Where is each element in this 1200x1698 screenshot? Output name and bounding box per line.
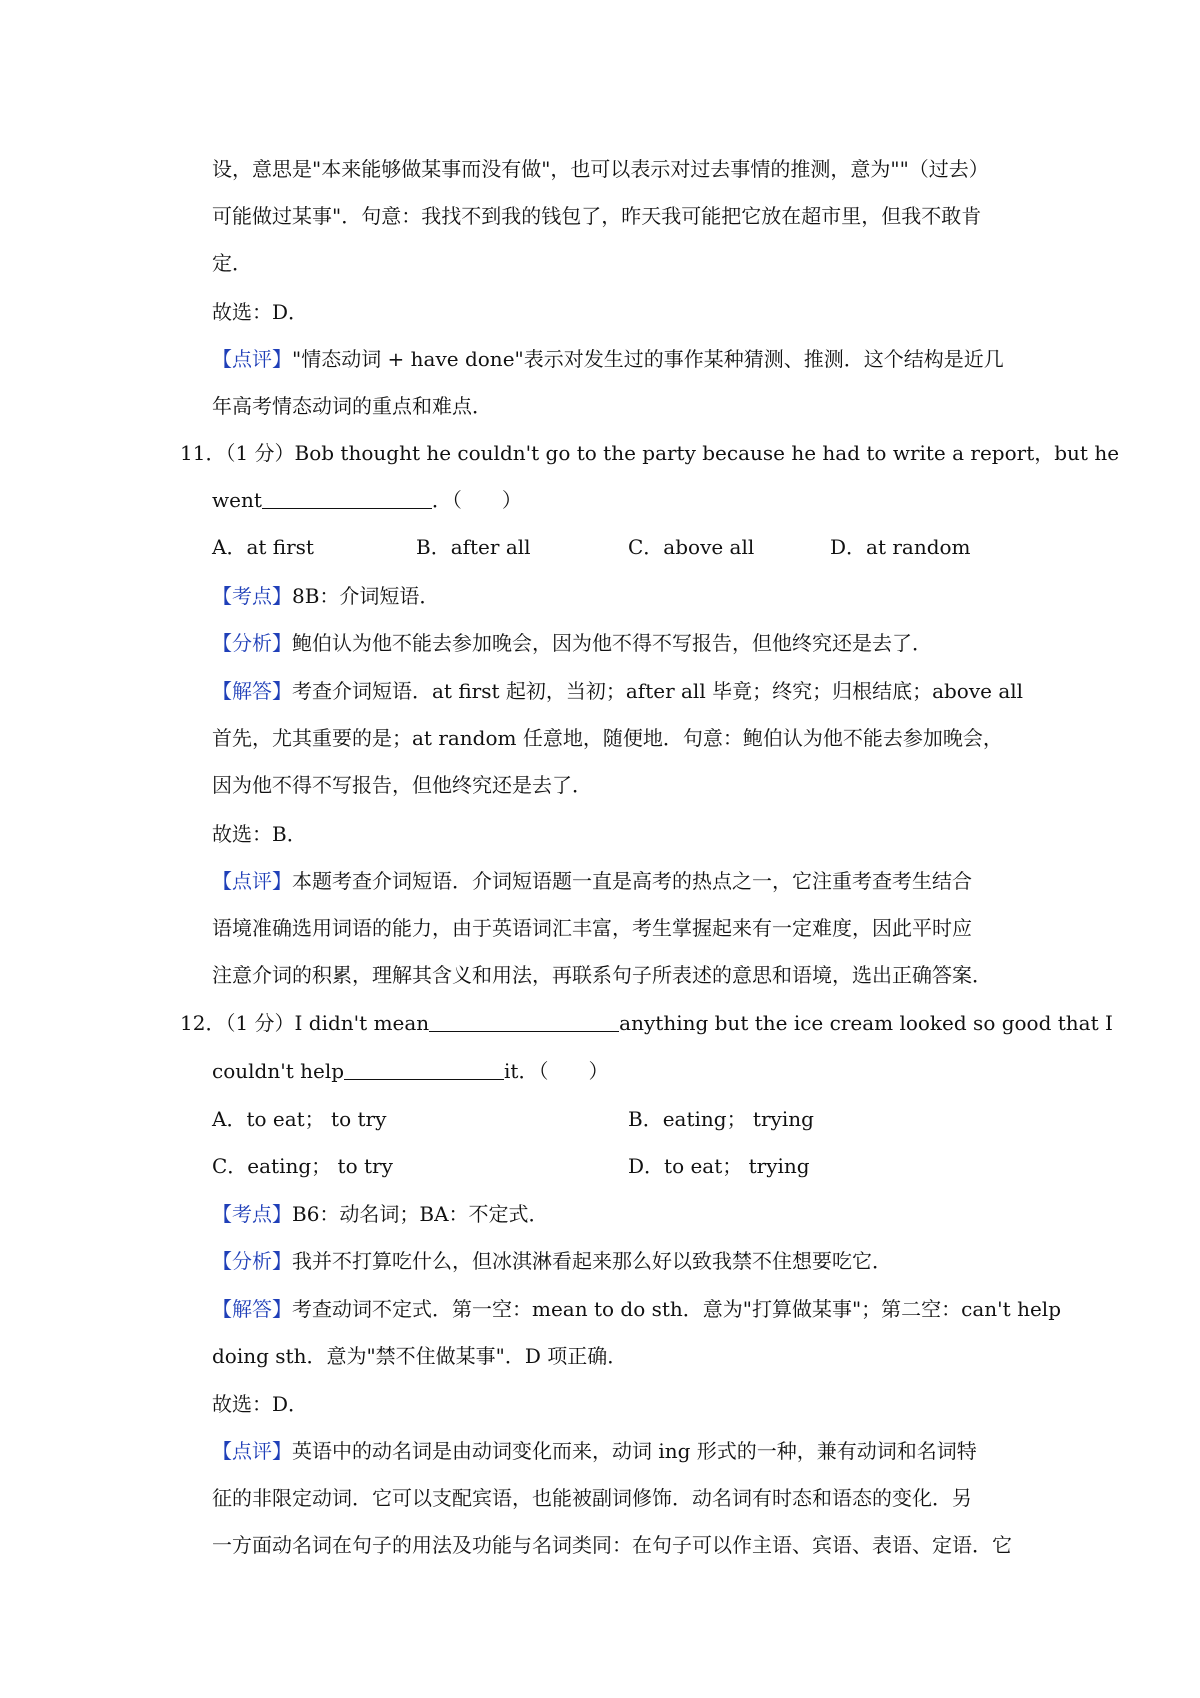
kaodian-text: B6：动名词；BA：不定式． <box>292 1202 549 1226</box>
answer-line: 故选：D． <box>212 300 309 324</box>
option-b: B．eating； trying <box>628 1107 814 1131</box>
jieda-line <box>212 676 1023 706</box>
kaodian-line <box>212 1199 549 1229</box>
comment-line: 语境准确选用词语的能力，由于英语词汇丰富，考生掌握起来有一定难度，因此平时应 <box>212 916 972 940</box>
answer-blank <box>429 1013 619 1032</box>
answer-blank <box>262 490 432 509</box>
question-11-stem-line2 <box>212 485 522 515</box>
fenxi-tag: 【分析】 <box>212 1249 292 1273</box>
option-a: A．to eat； to try <box>212 1107 387 1131</box>
answer-line: 故选：B． <box>212 822 307 846</box>
question-12-stem <box>180 1008 1113 1038</box>
comment-tag: 【点评】 <box>212 347 292 371</box>
fenxi-text: 鲍伯认为他不能去参加晚会，因为他不得不写报告，但他终究还是去了． <box>292 631 932 655</box>
question-stem-text: went <box>212 488 262 512</box>
comment-line: 年高考情态动词的重点和难点． <box>212 394 492 418</box>
answer-line: 故选：D． <box>212 1392 309 1416</box>
comment-line: 征的非限定动词．它可以支配宾语，也能被副词修饰．动名词有时态和语态的变化．另 <box>212 1486 972 1510</box>
option-d: D．to eat； trying <box>628 1154 810 1178</box>
comment-tag: 【点评】 <box>212 1439 292 1463</box>
comment-line: 一方面动名词在句子的用法及功能与名词类同：在句子可以作主语、宾语、表语、定语．它 <box>212 1533 1012 1557</box>
question-stem-text: ．（ ） <box>431 488 522 512</box>
question-11-stem <box>180 438 1120 468</box>
question-stem-text: couldn't help <box>212 1059 345 1083</box>
question-12-stem-line2 <box>212 1056 608 1086</box>
analysis-line: 设，意思是"本来能够做某事而没有做"，也可以表示对过去事情的推测，意为""（过去） <box>212 157 989 181</box>
comment-tag: 【点评】 <box>212 869 292 893</box>
jieda-tag: 【解答】 <box>212 679 292 703</box>
comment-line <box>212 1436 977 1466</box>
kaodian-line <box>212 581 439 611</box>
jieda-line <box>212 1294 1061 1324</box>
jieda-line: doing sth．意为"禁不住做某事"．D 项正确． <box>212 1344 628 1368</box>
jieda-line: 因为他不得不写报告，但他终究还是去了． <box>212 773 592 797</box>
kaodian-tag: 【考点】 <box>212 1202 292 1226</box>
fenxi-line <box>212 1246 892 1276</box>
comment-text: "情态动词 + have done"表示对发生过的事作某种猜测、推测．这个结构是近几 <box>292 347 1004 371</box>
fenxi-line <box>212 628 932 658</box>
option-d: D．at random <box>830 535 971 559</box>
comment-line: 注意介词的积累，理解其含义和用法，再联系句子所表述的意思和语境，选出正确答案． <box>212 963 992 987</box>
fenxi-tag: 【分析】 <box>212 631 292 655</box>
jieda-line: 首先，尤其重要的是；at random 任意地，随便地．句意：鲍伯认为他不能去参加晚会， <box>212 726 1003 750</box>
question-stem-text: anything but the ice cream looked so good that I <box>619 1011 1113 1035</box>
comment-text: 本题考查介词短语．介词短语题一直是高考的热点之一，它注重考查考生结合 <box>292 869 972 893</box>
jieda-text: 考查介词短语．at first 起初，当初；after all 毕竟；终究；归根结底；above all <box>292 679 1024 703</box>
fenxi-text: 我并不打算吃什么，但冰淇淋看起来那么好以致我禁不住想要吃它． <box>292 1249 892 1273</box>
analysis-line: 可能做过某事"．句意：我找不到我的钱包了，昨天我可能把它放在超市里，但我不敢肯 <box>212 204 982 228</box>
question-stem-text: 12．（1 分）I didn't mean <box>180 1011 430 1035</box>
option-c: C．above all <box>628 535 755 559</box>
kaodian-tag: 【考点】 <box>212 584 292 608</box>
option-a: A．at first <box>212 535 314 559</box>
jieda-tag: 【解答】 <box>212 1297 292 1321</box>
comment-text: 英语中的动名词是由动词变化而来，动词 ing 形式的一种，兼有动词和名词特 <box>292 1439 977 1463</box>
option-c: C．eating； to try <box>212 1154 393 1178</box>
question-stem-text: 11．（1 分）Bob thought he couldn't go to the party because he had to write a report， <box>180 441 1055 465</box>
comment-line <box>212 344 1004 374</box>
question-stem-text: but he <box>1054 441 1120 465</box>
kaodian-text: 8B：介词短语． <box>292 584 440 608</box>
jieda-text: 考查动词不定式．第一空：mean to do sth．意为"打算做某事"；第二空：can't help <box>292 1297 1061 1321</box>
answer-blank <box>344 1061 504 1080</box>
question-stem-text: it．（ ） <box>504 1059 609 1083</box>
option-b: B．after all <box>416 535 531 559</box>
comment-line <box>212 866 972 896</box>
analysis-line: 定． <box>212 251 252 275</box>
